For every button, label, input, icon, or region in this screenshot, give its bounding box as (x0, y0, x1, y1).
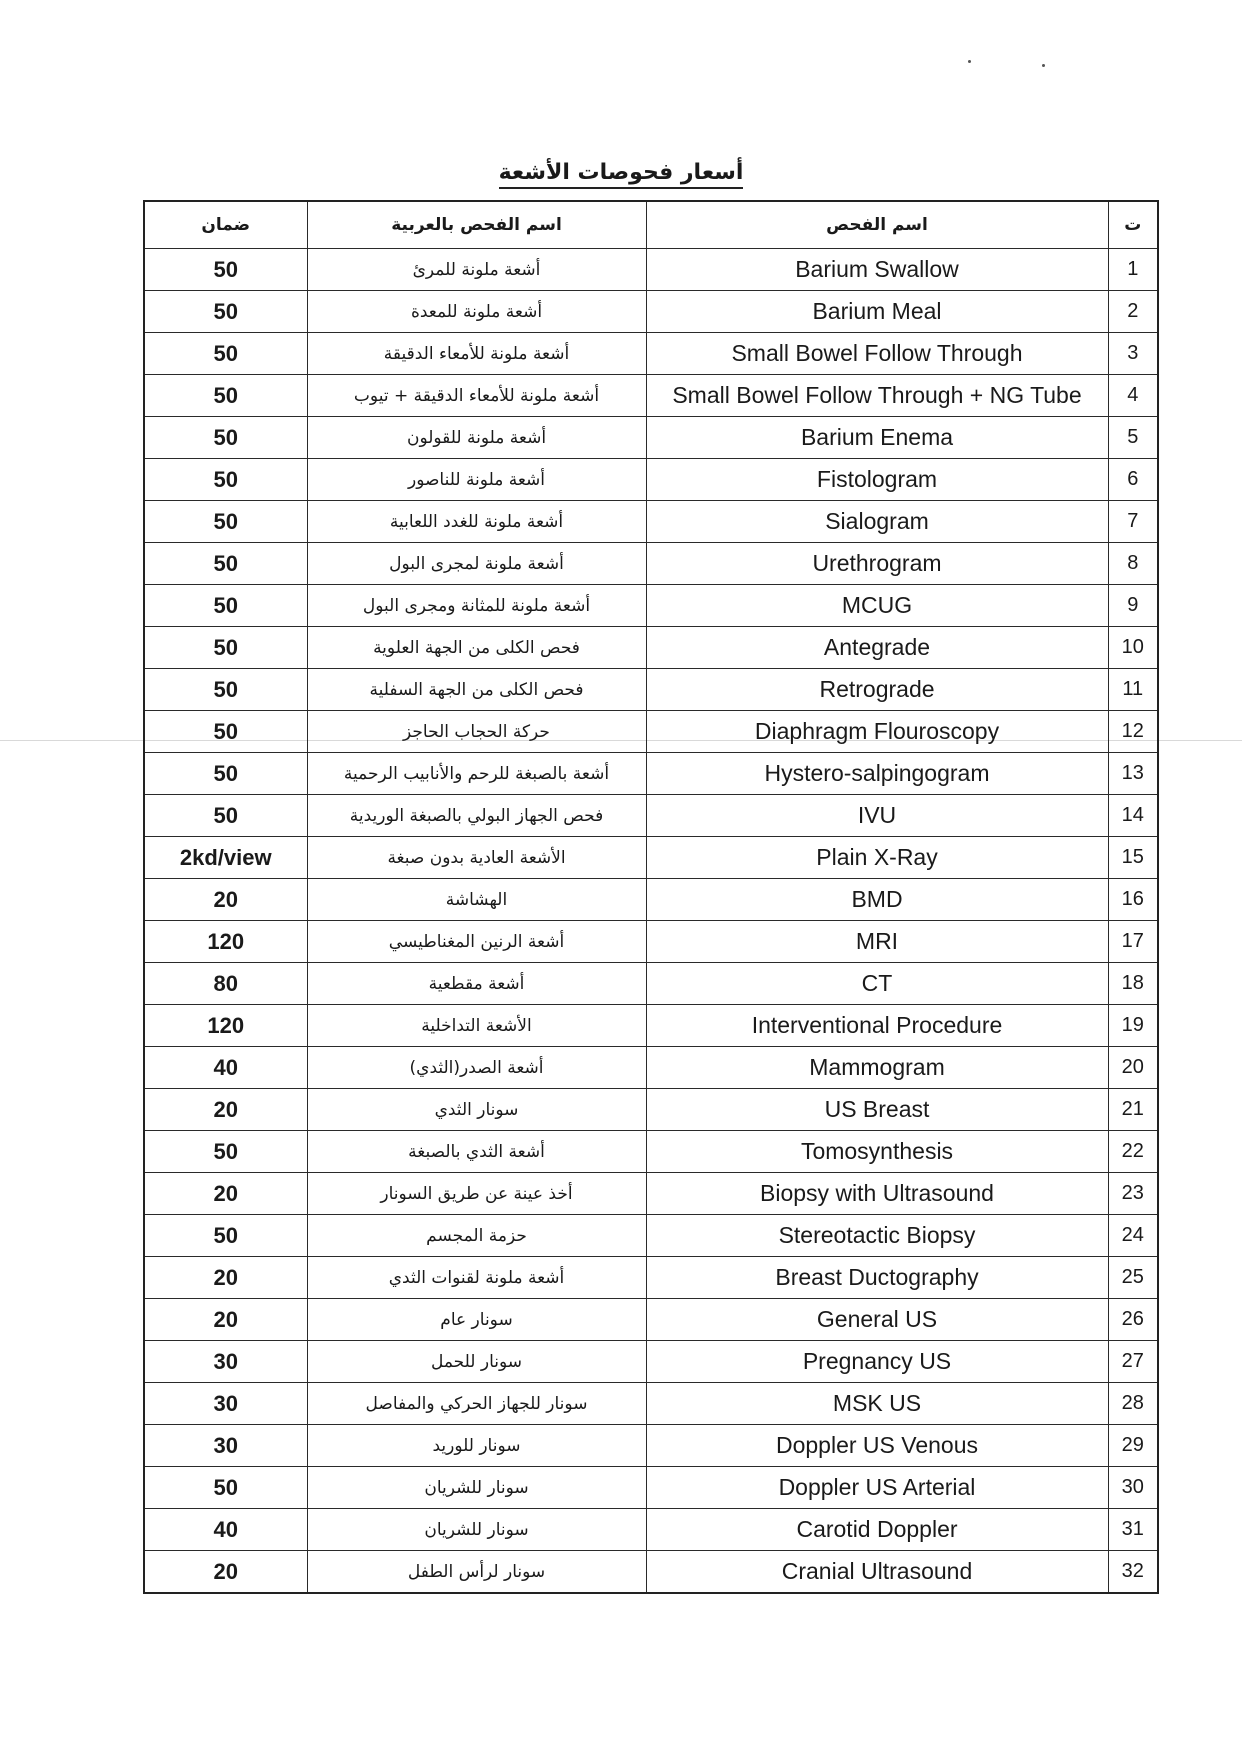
table-row (144, 249, 1158, 291)
row-arabic-name: سونار عام (307, 1299, 646, 1341)
row-number: 7 (1108, 501, 1158, 543)
row-english-name: Antegrade (646, 627, 1108, 669)
row-arabic-name: أشعة ملونة للناصور (307, 459, 646, 501)
row-number: 23 (1108, 1173, 1158, 1215)
row-price: 50 (144, 375, 307, 417)
row-number: 31 (1108, 1509, 1158, 1551)
table-row (144, 1551, 1158, 1594)
row-english-name: Pregnancy US (646, 1341, 1108, 1383)
row-number: 29 (1108, 1425, 1158, 1467)
table-row (144, 459, 1158, 501)
row-price: 40 (144, 1047, 307, 1089)
row-arabic-name: حركة الحجاب الحاجز (307, 711, 646, 753)
row-english-name: Sialogram (646, 501, 1108, 543)
row-number: 22 (1108, 1131, 1158, 1173)
row-english-name: IVU (646, 795, 1108, 837)
row-number: 9 (1108, 585, 1158, 627)
row-arabic-name: أشعة الصدر(الثدي) (307, 1047, 646, 1089)
table-row (144, 585, 1158, 627)
row-arabic-name: فحص الكلى من الجهة السفلية (307, 669, 646, 711)
row-number: 10 (1108, 627, 1158, 669)
row-number: 25 (1108, 1257, 1158, 1299)
row-price: 50 (144, 627, 307, 669)
row-price: 50 (144, 291, 307, 333)
row-number: 12 (1108, 711, 1158, 753)
row-english-name: BMD (646, 879, 1108, 921)
table-row (144, 1509, 1158, 1551)
row-price: 30 (144, 1425, 307, 1467)
row-price: 20 (144, 1551, 307, 1594)
row-price: 20 (144, 1089, 307, 1131)
table-row (144, 837, 1158, 879)
row-english-name: Stereotactic Biopsy (646, 1215, 1108, 1257)
table-row (144, 795, 1158, 837)
row-number: 5 (1108, 417, 1158, 459)
row-arabic-name: سونار للجهاز الحركي والمفاصل (307, 1383, 646, 1425)
row-number: 15 (1108, 837, 1158, 879)
row-number: 24 (1108, 1215, 1158, 1257)
row-english-name: Breast Ductography (646, 1257, 1108, 1299)
row-arabic-name: سونار للحمل (307, 1341, 646, 1383)
row-english-name: MSK US (646, 1383, 1108, 1425)
row-price: 50 (144, 333, 307, 375)
row-english-name: Plain X-Ray (646, 837, 1108, 879)
row-price: 50 (144, 1131, 307, 1173)
row-english-name: Barium Swallow (646, 249, 1108, 291)
row-number: 6 (1108, 459, 1158, 501)
row-price: 2kd/view (144, 837, 307, 879)
table-row (144, 501, 1158, 543)
row-english-name: Doppler US Venous (646, 1425, 1108, 1467)
row-price: 50 (144, 585, 307, 627)
table-header-row (144, 201, 1158, 249)
row-price: 120 (144, 1005, 307, 1047)
row-arabic-name: أشعة ملونة للأمعاء الدقيقة + تيوب (307, 375, 646, 417)
table-row (144, 963, 1158, 1005)
row-arabic-name: الهشاشة (307, 879, 646, 921)
row-price: 50 (144, 753, 307, 795)
row-number: 28 (1108, 1383, 1158, 1425)
row-english-name: Tomosynthesis (646, 1131, 1108, 1173)
row-number: 17 (1108, 921, 1158, 963)
row-arabic-name: أشعة ملونة للغدد اللعابية (307, 501, 646, 543)
row-arabic-name: فحص الجهاز البولي بالصبغة الوريدية (307, 795, 646, 837)
table-row (144, 1383, 1158, 1425)
table-row (144, 1425, 1158, 1467)
row-price: 50 (144, 795, 307, 837)
table-row (144, 543, 1158, 585)
row-arabic-name: فحص الكلى من الجهة العلوية (307, 627, 646, 669)
row-arabic-name: أشعة ملونة لقنوات الثدي (307, 1257, 646, 1299)
row-number: 16 (1108, 879, 1158, 921)
row-english-name: Barium Meal (646, 291, 1108, 333)
row-english-name: Doppler US Arterial (646, 1467, 1108, 1509)
row-price: 20 (144, 1173, 307, 1215)
row-english-name: Cranial Ultrasound (646, 1551, 1108, 1594)
row-arabic-name: أشعة ملونة لمجرى البول (307, 543, 646, 585)
row-price: 30 (144, 1341, 307, 1383)
row-price: 40 (144, 1509, 307, 1551)
table-row (144, 1299, 1158, 1341)
row-number: 3 (1108, 333, 1158, 375)
table-row (144, 1131, 1158, 1173)
row-arabic-name: أخذ عينة عن طريق السونار (307, 1173, 646, 1215)
row-price: 80 (144, 963, 307, 1005)
table-row (144, 879, 1158, 921)
row-english-name: Barium Enema (646, 417, 1108, 459)
row-arabic-name: سونار للوريد (307, 1425, 646, 1467)
row-english-name: Interventional Procedure (646, 1005, 1108, 1047)
row-english-name: General US (646, 1299, 1108, 1341)
table-row (144, 417, 1158, 459)
row-arabic-name: أشعة ملونة للأمعاء الدقيقة (307, 333, 646, 375)
row-english-name: Mammogram (646, 1047, 1108, 1089)
table-row (144, 753, 1158, 795)
table-row (144, 711, 1158, 753)
scan-speck (1042, 64, 1045, 67)
row-arabic-name: أشعة ملونة للمرئ (307, 249, 646, 291)
row-arabic-name: أشعة ملونة للمثانة ومجرى البول (307, 585, 646, 627)
table-row (144, 1215, 1158, 1257)
header-english-name: اسم الفحص (646, 201, 1108, 249)
row-number: 18 (1108, 963, 1158, 1005)
row-english-name: Urethrogram (646, 543, 1108, 585)
row-english-name: Small Bowel Follow Through (646, 333, 1108, 375)
row-english-name: Diaphragm Flouroscopy (646, 711, 1108, 753)
row-english-name: MRI (646, 921, 1108, 963)
row-arabic-name: أشعة مقطعية (307, 963, 646, 1005)
row-number: 2 (1108, 291, 1158, 333)
document-title-wrap (0, 160, 1242, 185)
header-price: ضمان (144, 201, 307, 249)
row-number: 27 (1108, 1341, 1158, 1383)
row-number: 19 (1108, 1005, 1158, 1047)
row-price: 20 (144, 1299, 307, 1341)
row-arabic-name: أشعة بالصبغة للرحم والأنابيب الرحمية (307, 753, 646, 795)
row-price: 50 (144, 501, 307, 543)
row-price: 50 (144, 711, 307, 753)
row-english-name: US Breast (646, 1089, 1108, 1131)
row-price: 50 (144, 669, 307, 711)
radiology-price-table (143, 200, 1159, 1594)
table-row (144, 1047, 1158, 1089)
row-number: 8 (1108, 543, 1158, 585)
row-arabic-name: سونار الثدي (307, 1089, 646, 1131)
row-arabic-name: أشعة ملونة للقولون (307, 417, 646, 459)
table-row (144, 921, 1158, 963)
table-row (144, 1005, 1158, 1047)
table-row (144, 1173, 1158, 1215)
table-row (144, 669, 1158, 711)
table-row (144, 375, 1158, 417)
row-arabic-name: سونار لرأس الطفل (307, 1551, 646, 1594)
row-english-name: Retrograde (646, 669, 1108, 711)
row-number: 30 (1108, 1467, 1158, 1509)
row-price: 50 (144, 543, 307, 585)
row-arabic-name: الأشعة التداخلية (307, 1005, 646, 1047)
row-price: 50 (144, 1467, 307, 1509)
row-number: 26 (1108, 1299, 1158, 1341)
row-arabic-name: الأشعة العادية بدون صبغة (307, 837, 646, 879)
table-row (144, 333, 1158, 375)
row-english-name: Carotid Doppler (646, 1509, 1108, 1551)
table-row (144, 291, 1158, 333)
row-arabic-name: أشعة ملونة للمعدة (307, 291, 646, 333)
row-number: 32 (1108, 1551, 1158, 1594)
row-english-name: Biopsy with Ultrasound (646, 1173, 1108, 1215)
table-row (144, 1341, 1158, 1383)
table-row (144, 627, 1158, 669)
row-arabic-name: سونار للشريان (307, 1509, 646, 1551)
header-arabic-name: اسم الفحص بالعربية (307, 201, 646, 249)
scan-speck (968, 60, 971, 63)
row-number: 20 (1108, 1047, 1158, 1089)
row-price: 30 (144, 1383, 307, 1425)
row-english-name: MCUG (646, 585, 1108, 627)
row-english-name: Small Bowel Follow Through + NG Tube (646, 375, 1108, 417)
row-number: 11 (1108, 669, 1158, 711)
table-row (144, 1089, 1158, 1131)
row-number: 1 (1108, 249, 1158, 291)
row-arabic-name: أشعة الثدي بالصبغة (307, 1131, 646, 1173)
row-number: 13 (1108, 753, 1158, 795)
row-price: 50 (144, 249, 307, 291)
table-row (144, 1467, 1158, 1509)
row-price: 50 (144, 1215, 307, 1257)
header-number: ت (1108, 201, 1158, 249)
document-title: أسعار فحوصات الأشعة (499, 160, 744, 189)
row-price: 50 (144, 417, 307, 459)
table-row (144, 1257, 1158, 1299)
row-price: 50 (144, 459, 307, 501)
row-number: 4 (1108, 375, 1158, 417)
row-arabic-name: سونار للشريان (307, 1467, 646, 1509)
row-number: 14 (1108, 795, 1158, 837)
row-price: 120 (144, 921, 307, 963)
row-arabic-name: أشعة الرنين المغناطيسي (307, 921, 646, 963)
row-english-name: CT (646, 963, 1108, 1005)
row-price: 20 (144, 1257, 307, 1299)
row-number: 21 (1108, 1089, 1158, 1131)
row-english-name: Hystero-salpingogram (646, 753, 1108, 795)
row-price: 20 (144, 879, 307, 921)
row-arabic-name: حزمة المجسم (307, 1215, 646, 1257)
row-english-name: Fistologram (646, 459, 1108, 501)
